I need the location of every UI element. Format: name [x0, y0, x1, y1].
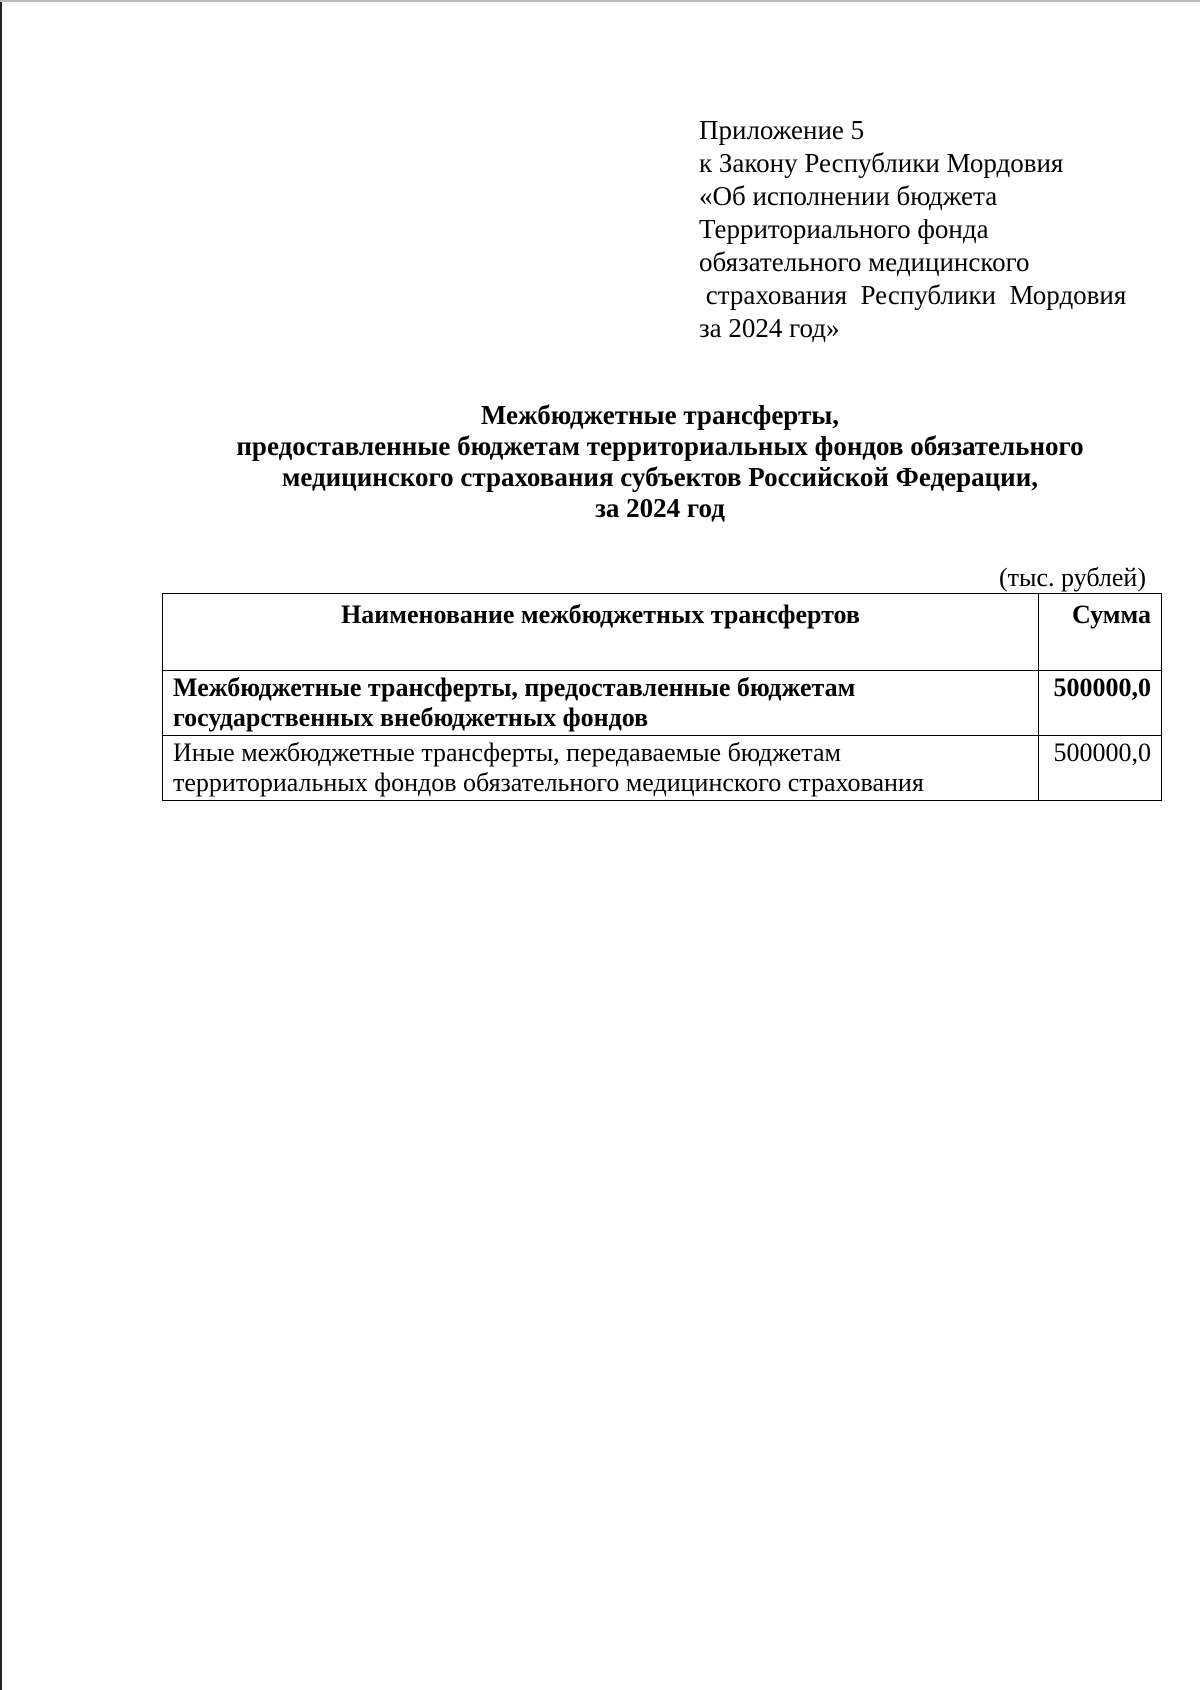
table-row — [163, 671, 1162, 736]
appendix-line: «Об исполнении бюджета — [699, 181, 998, 211]
row-sum-cell: 500000,0 — [1039, 671, 1162, 736]
page-edge-left — [0, 0, 2, 1690]
appendix-line: Приложение 5 — [699, 115, 865, 145]
units-label: (тыс. рублей) — [998, 563, 1146, 592]
title-line: за 2024 год — [595, 493, 725, 523]
row-name-cell — [163, 671, 1039, 736]
row-name-line: Межбюджетные трансферты, предоставленные бюджетам — [173, 673, 856, 702]
table-header-row — [163, 594, 1162, 671]
appendix-line: Территориального фонда — [699, 214, 989, 244]
appendix-line: страхования Республики Мордовия — [699, 280, 1127, 310]
row-name-line: государственных внебюджетных фондов — [173, 703, 649, 732]
page-edge-top — [0, 0, 1200, 2]
title-line: Межбюджетные трансферты, — [480, 400, 840, 430]
transfers-table — [162, 593, 1162, 801]
appendix-line: обязательного медицинского — [699, 247, 1030, 277]
row-sum-cell: 500000,0 — [1039, 736, 1162, 801]
title-line: предоставленные бюджетам территориальных фондов обязательного — [236, 431, 1084, 461]
header-name: Наименование межбюджетных трансфертов — [163, 594, 1039, 671]
header-sum: Сумма — [1039, 594, 1162, 671]
row-name-line: Иные межбюджетные трансферты, передаваемые бюджетам — [173, 738, 841, 767]
appendix-line: к Закону Республики Мордовия — [699, 148, 1064, 178]
appendix-header — [699, 114, 1179, 345]
title-line: медицинского страхования субъектов Российской Федерации, — [281, 462, 1039, 492]
row-name-line: территориальных фондов обязательного медицинского страхования — [173, 768, 924, 797]
document-title — [160, 400, 1160, 524]
row-name-cell — [163, 736, 1039, 801]
table-row — [163, 736, 1162, 801]
appendix-line: за 2024 год» — [699, 313, 840, 343]
